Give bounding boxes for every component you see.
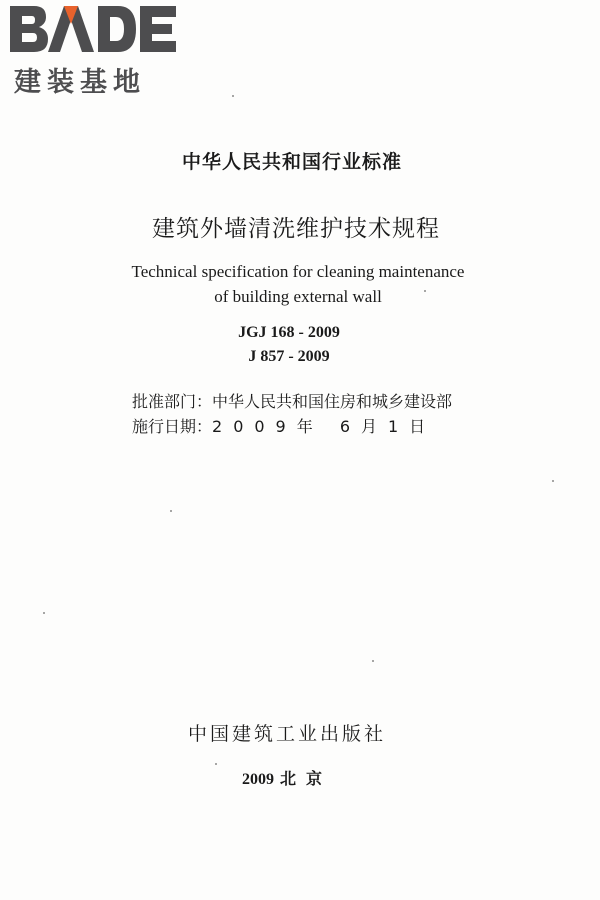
bade-logo-mark	[6, 2, 182, 58]
scan-speck	[43, 612, 45, 614]
approval-dept-label: 批准部门：	[132, 392, 213, 411]
scan-speck	[424, 290, 426, 292]
bade-logo	[6, 2, 182, 98]
title-english-line-1: Technical specification for cleaning maintenance	[131, 262, 465, 281]
scan-speck	[372, 660, 374, 662]
effective-date-value: 2009年 6月1日	[212, 417, 437, 436]
code-jgj: JGJ 168 - 2009	[238, 324, 340, 341]
standard-classification: 中华人民共和国行业标准	[181, 151, 402, 173]
publication-city: 北京	[279, 769, 332, 788]
logo-subtitle: 建装基地	[14, 67, 146, 98]
approval-dept-row	[132, 389, 452, 414]
publication-year: 2009	[241, 771, 274, 788]
approval-dept-value: 中华人民共和国住房和城乡建设部	[212, 392, 453, 411]
scan-speck	[232, 95, 234, 97]
standard-codes	[0, 321, 589, 369]
effective-date-row	[132, 414, 452, 439]
title-english	[0, 259, 598, 309]
title-english-line-2: of building external wall	[214, 287, 382, 306]
approval-info	[132, 389, 452, 439]
title-chinese: 建筑外墙清洗维护技术规程	[152, 216, 440, 242]
effective-date-label: 施行日期：	[132, 417, 213, 436]
scan-speck	[215, 763, 217, 765]
publisher-name: 中国建筑工业出版社	[187, 723, 386, 745]
code-j: J 857 - 2009	[248, 348, 330, 365]
scan-speck	[552, 480, 554, 482]
scan-speck	[170, 510, 172, 512]
publication-place-year	[0, 766, 587, 789]
